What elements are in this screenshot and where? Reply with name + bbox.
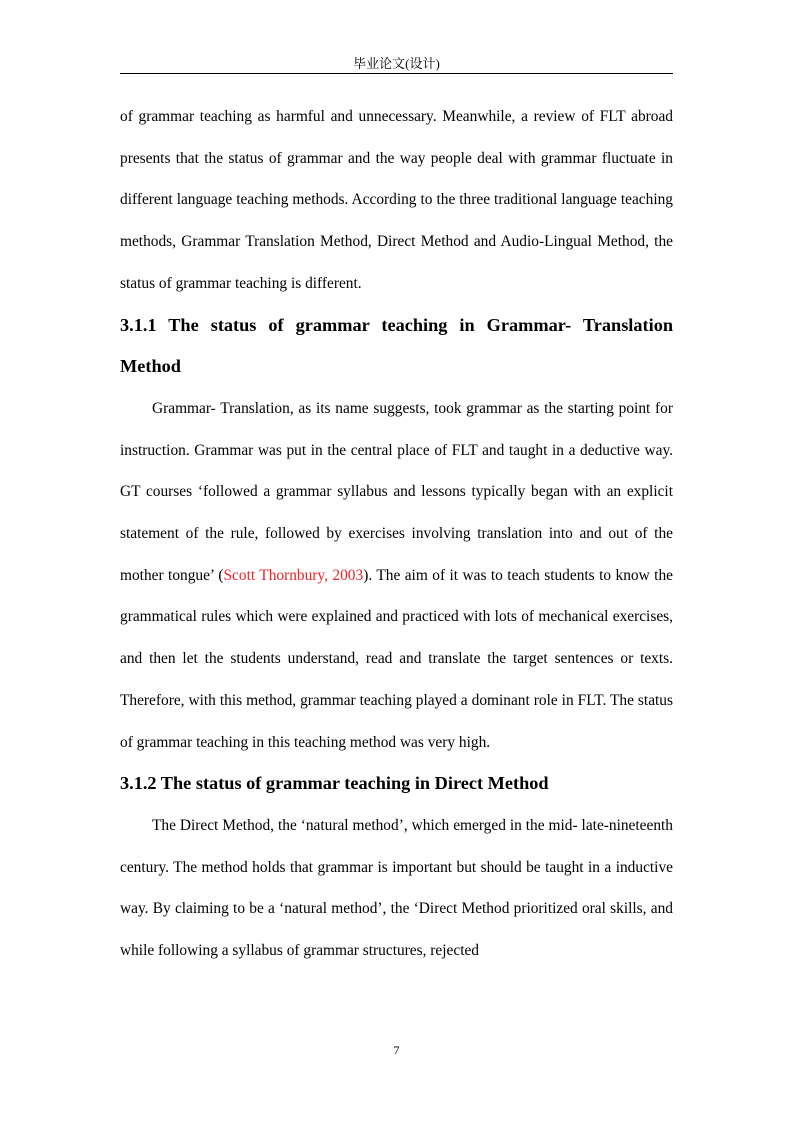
citation-link[interactable]: Scott Thornbury, 2003 (223, 566, 364, 584)
running-header: 毕业论文(设计) (353, 56, 440, 71)
paragraph-text: Grammar- Translation, as its name suggests, took grammar as the starting point for instruction. Grammar was put in the central place of FLT and taught in a deductive way. GT courses ‘followed a grammar syllabus and lessons typically began with an explicit statement of the rule, followed by exercises involving translation into and out of the mother tongue’ ( (120, 399, 673, 584)
paragraph-text: ). The aim of it was to teach students to know the grammatical rules which were explained and practiced with lots of mechanical exercises, and then let the students understand, read and translate the target sentences or texts. Therefore, with this method, grammar teaching played a dominant role in FLT. The status of grammar teaching in this teaching method was very high. (120, 566, 673, 751)
header-rule (120, 73, 673, 74)
page-body (120, 96, 673, 972)
section-heading-3-1-2: 3.1.2 The status of grammar teaching in Direct Method (120, 773, 549, 794)
section-heading-3-1-1: 3.1.1 The status of grammar teaching in Grammar- Translation Method (120, 314, 673, 377)
page-number: 7 (393, 1043, 400, 1057)
paragraph-grammar-translation (120, 388, 673, 763)
paragraph-continuation: of grammar teaching as harmful and unnecessary. Meanwhile, a review of FLT abroad presents that the status of grammar and the way people deal with grammar fluctuate in different language teaching methods. According to the three traditional language teaching methods, Grammar Translation Method, Direct Method and Audio-Lingual Method, the status of grammar teaching is different. (120, 108, 673, 292)
paragraph-direct-method: The Direct Method, the ‘natural method’, which emerged in the mid- late-nineteenth century. The method holds that grammar is important but should be taught in a inductive way. By claiming to be a ‘natural method’, the ‘Direct Method prioritized oral skills, and while following a syllabus of grammar structures, rejected (120, 816, 673, 960)
